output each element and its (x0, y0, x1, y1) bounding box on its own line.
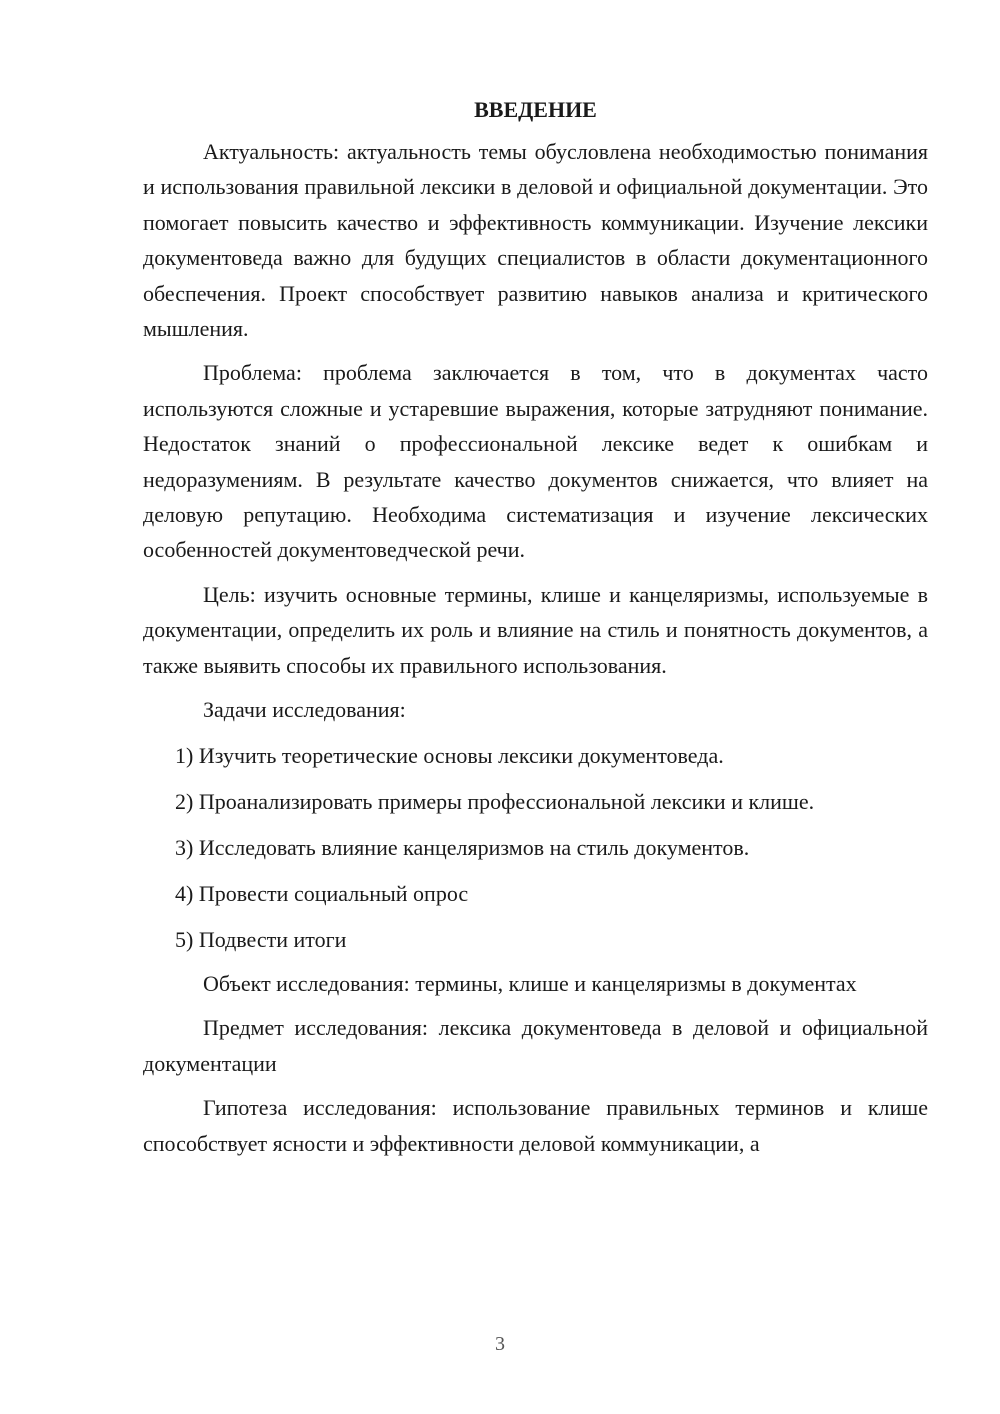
paragraph-goal: Цель: изучить основные термины, клише и канцеляризмы, используемые в документации, определить их роль и влияние на стиль и понятность документов, а также выявить способы их правильного использования. (143, 581, 928, 678)
task-item-1: 1) Изучить теоретические основы лексики документоведа. (175, 743, 724, 768)
task-item-4: 4) Провести социальный опрос (175, 880, 469, 906)
paragraph-problem: Проблема: проблема заключается в том, что в документах часто используются сложные и устаревшие выражения, которые затрудняют понимание. Недостаток знаний о профессиональной лексике ведет к ошибкам и недоразумениям. В результате качество документов снижается, что влияет на деловую репутацию. Необходима систематизация и изучение лексических особенностей документоведческой речи. (143, 360, 928, 563)
paragraph-subject: Предмет исследования: лексика документоведа в деловой и официальной документации (143, 1015, 928, 1076)
task-item-5: 5) Подвести итоги (175, 926, 347, 952)
page-title: ВВЕДЕНИЕ (474, 97, 597, 122)
task-item-2: 2) Проанализировать примеры профессиональной лексики и клише. (175, 788, 815, 814)
paragraph-relevance: Актуальность: актуальность темы обусловлена необходимостью понимания и использования правильной лексики в деловой и официальной документации. Это помогает повысить качество и эффективность коммуникации. Изучение лексики документоведа важно для будущих специалистов в области документационного обеспечения. Проект способствует развитию навыков анализа и критического мышления. (143, 139, 928, 342)
paragraph-object: Объект исследования: термины, клише и канцеляризмы в документах (203, 971, 857, 997)
task-item-3: 3) Исследовать влияние канцеляризмов на стиль документов. (175, 834, 750, 860)
page-number: 3 (495, 1333, 505, 1355)
document-page (143, 92, 928, 1161)
paragraph-hypothesis: Гипотеза исследования: использование правильных терминов и клише способствует ясности и эффективности деловой коммуникации, а (143, 1095, 928, 1156)
tasks-heading: Задачи исследования: (203, 697, 406, 723)
